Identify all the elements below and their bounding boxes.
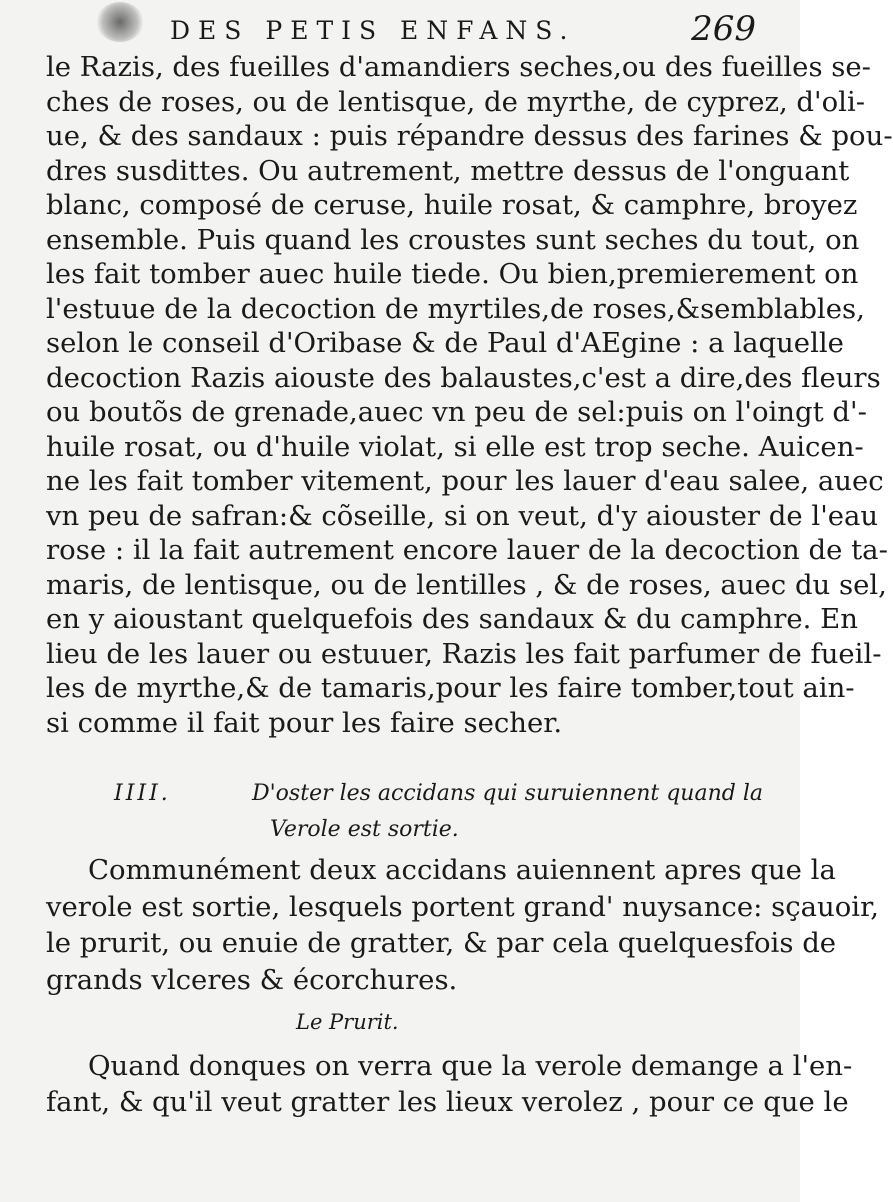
- paragraph-1: [46, 50, 893, 740]
- text-line: ches de roses, ou de lentisque, de myrthe, de cyprez, d'oli-: [46, 85, 866, 118]
- text-line: en y aioustant quelquefois des sandaux & du camphre. En: [46, 603, 858, 635]
- text-line: dres susdittes. Ou autrement, mettre dessus de l'onguant: [46, 154, 850, 187]
- chapter-title-line-1: D'oster les accidans qui suruiennent quand la: [252, 781, 763, 806]
- text-line: maris, de lentisque, ou de lentilles , & de roses, auec du sel,: [46, 568, 887, 601]
- ink-smudge: [96, 2, 144, 42]
- text-line: les de myrthe,& de tamaris,pour les faire tomber,tout ain-: [46, 672, 855, 704]
- text-line: decoction Razis aiouste des balaustes,c'est a dire,des fleurs: [46, 361, 881, 394]
- text-line: Quand donques on verra que la verole demange a l'en-: [88, 1050, 853, 1082]
- text-line: ue, & des sandaux : puis répandre dessus des farines & pou-: [46, 120, 893, 152]
- paragraph-3: [46, 1048, 853, 1120]
- chapter-number: IIII.: [114, 781, 171, 806]
- text-line: fant, & qu'il veut gratter les lieux verolez , pour ce que le: [46, 1086, 849, 1118]
- text-line: ne les fait tomber vitement, pour les lauer d'eau salee, auec: [46, 465, 884, 497]
- chapter-title-line-2: Verole est sortie.: [270, 817, 459, 842]
- text-line: lieu de les lauer ou estuuer, Razis les fait parfumer de fueil-: [46, 637, 882, 670]
- text-line: rose : il la fait autrement encore lauer de la decoction de ta-: [46, 534, 888, 566]
- text-line: ou boutõs de grenade,auec vn peu de sel:puis on l'oingt d'-: [46, 396, 867, 428]
- page-number: 269: [691, 9, 756, 49]
- text-line: selon le conseil d'Oribase & de Paul d'AEgine : a laquelle: [46, 327, 844, 359]
- text-line: le Razis, des fueilles d'amandiers seches,ou des fueilles se-: [46, 51, 871, 83]
- text-line: si comme il fait pour les faire secher.: [46, 706, 563, 739]
- text-line: Communément deux accidans auiennent apres que la: [88, 854, 836, 886]
- subheading: Le Prurit.: [296, 1010, 399, 1034]
- text-line: ensemble. Puis quand les croustes sunt seches du tout, on: [46, 223, 860, 256]
- paragraph-2: [46, 852, 879, 998]
- text-line: le prurit, ou enuie de gratter, & par cela quelquesfois de: [46, 927, 837, 959]
- text-line: vn peu de safran:& cõseille, si on veut, d'y aiouster de l'eau: [46, 499, 879, 532]
- text-line: l'estuue de la decoction de myrtiles,de roses,&semblables,: [46, 292, 865, 325]
- text-line: les fait tomber auec huile tiede. Ou bien,premierement on: [46, 258, 859, 290]
- text-line: grands vlceres & écorchures.: [46, 963, 458, 996]
- running-head: DES PETIS ENFANS.: [170, 16, 576, 45]
- text-line: huile rosat, ou d'huile violat, si elle est trop seche. Auicen-: [46, 430, 864, 463]
- text-line: verole est sortie, lesquels portent grand' nuysance: sçauoir,: [46, 890, 879, 923]
- text-line: blanc, composé de ceruse, huile rosat, & camphre, broyez: [46, 189, 858, 221]
